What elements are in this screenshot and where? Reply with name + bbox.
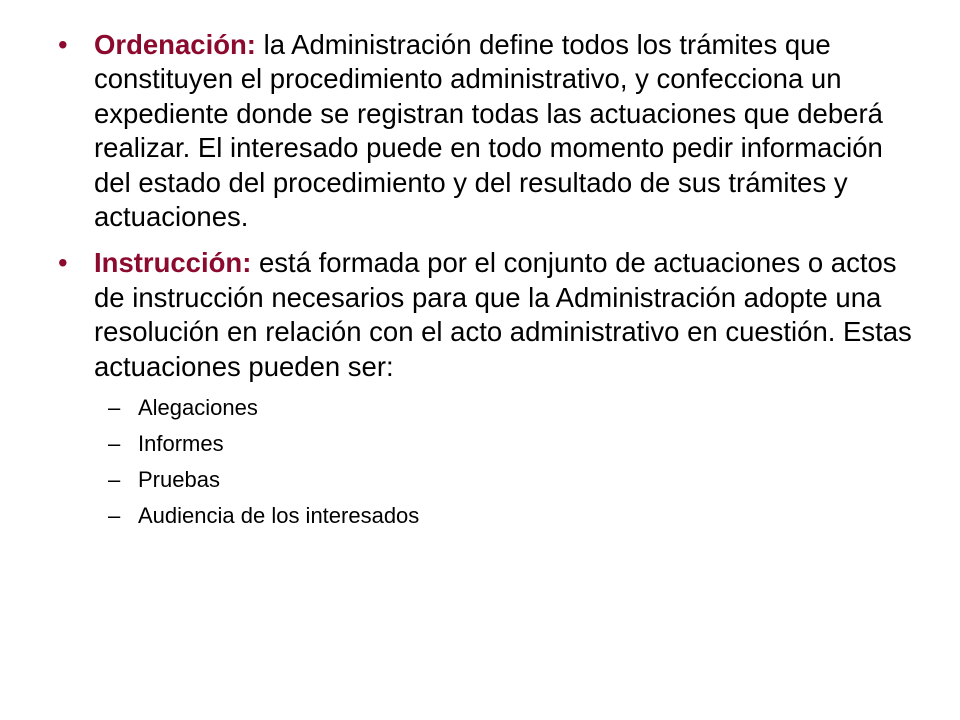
bullet-item-instruccion [58,246,918,529]
sub-item-pruebas [94,466,918,493]
bullet-list [58,28,918,541]
term-ordenacion: Ordenación: [94,29,256,60]
dash-icon: – [108,467,121,493]
sub-item-alegaciones [94,394,918,421]
sub-list-actuaciones [94,394,918,529]
sub-item-label: Audiencia de los interesados [138,503,420,529]
bullet-icon: • [58,29,68,60]
sub-item-label: Alegaciones [138,395,258,421]
definition-ordenacion: la Administración define todos los trámites que constituyen el procedimiento administrativo, y confecciona un expediente donde se registran todas las actuaciones que deberá realizar. El interesado puede en todo momento pedir información del estado del procedimiento y del resultado de sus trámites y actuaciones. [94,29,883,233]
dash-icon: – [108,431,121,457]
term-instruccion: Instrucción: [94,247,252,279]
sub-item-informes [94,430,918,457]
definition-instruccion: está formada por el conjunto de actuaciones o actos de instrucción necesarios para que la Administración adopte una resolución en relación con el acto administrativo en cuestión. Estas actuaciones pueden ser: [94,247,912,382]
bullet-icon: • [58,247,68,279]
bullet-item-ordenacion [58,28,918,234]
dash-icon: – [108,395,121,421]
sub-item-label: Pruebas [138,467,220,493]
dash-icon: – [108,503,121,529]
sub-item-label: Informes [138,431,224,457]
sub-item-audiencia [94,502,918,529]
